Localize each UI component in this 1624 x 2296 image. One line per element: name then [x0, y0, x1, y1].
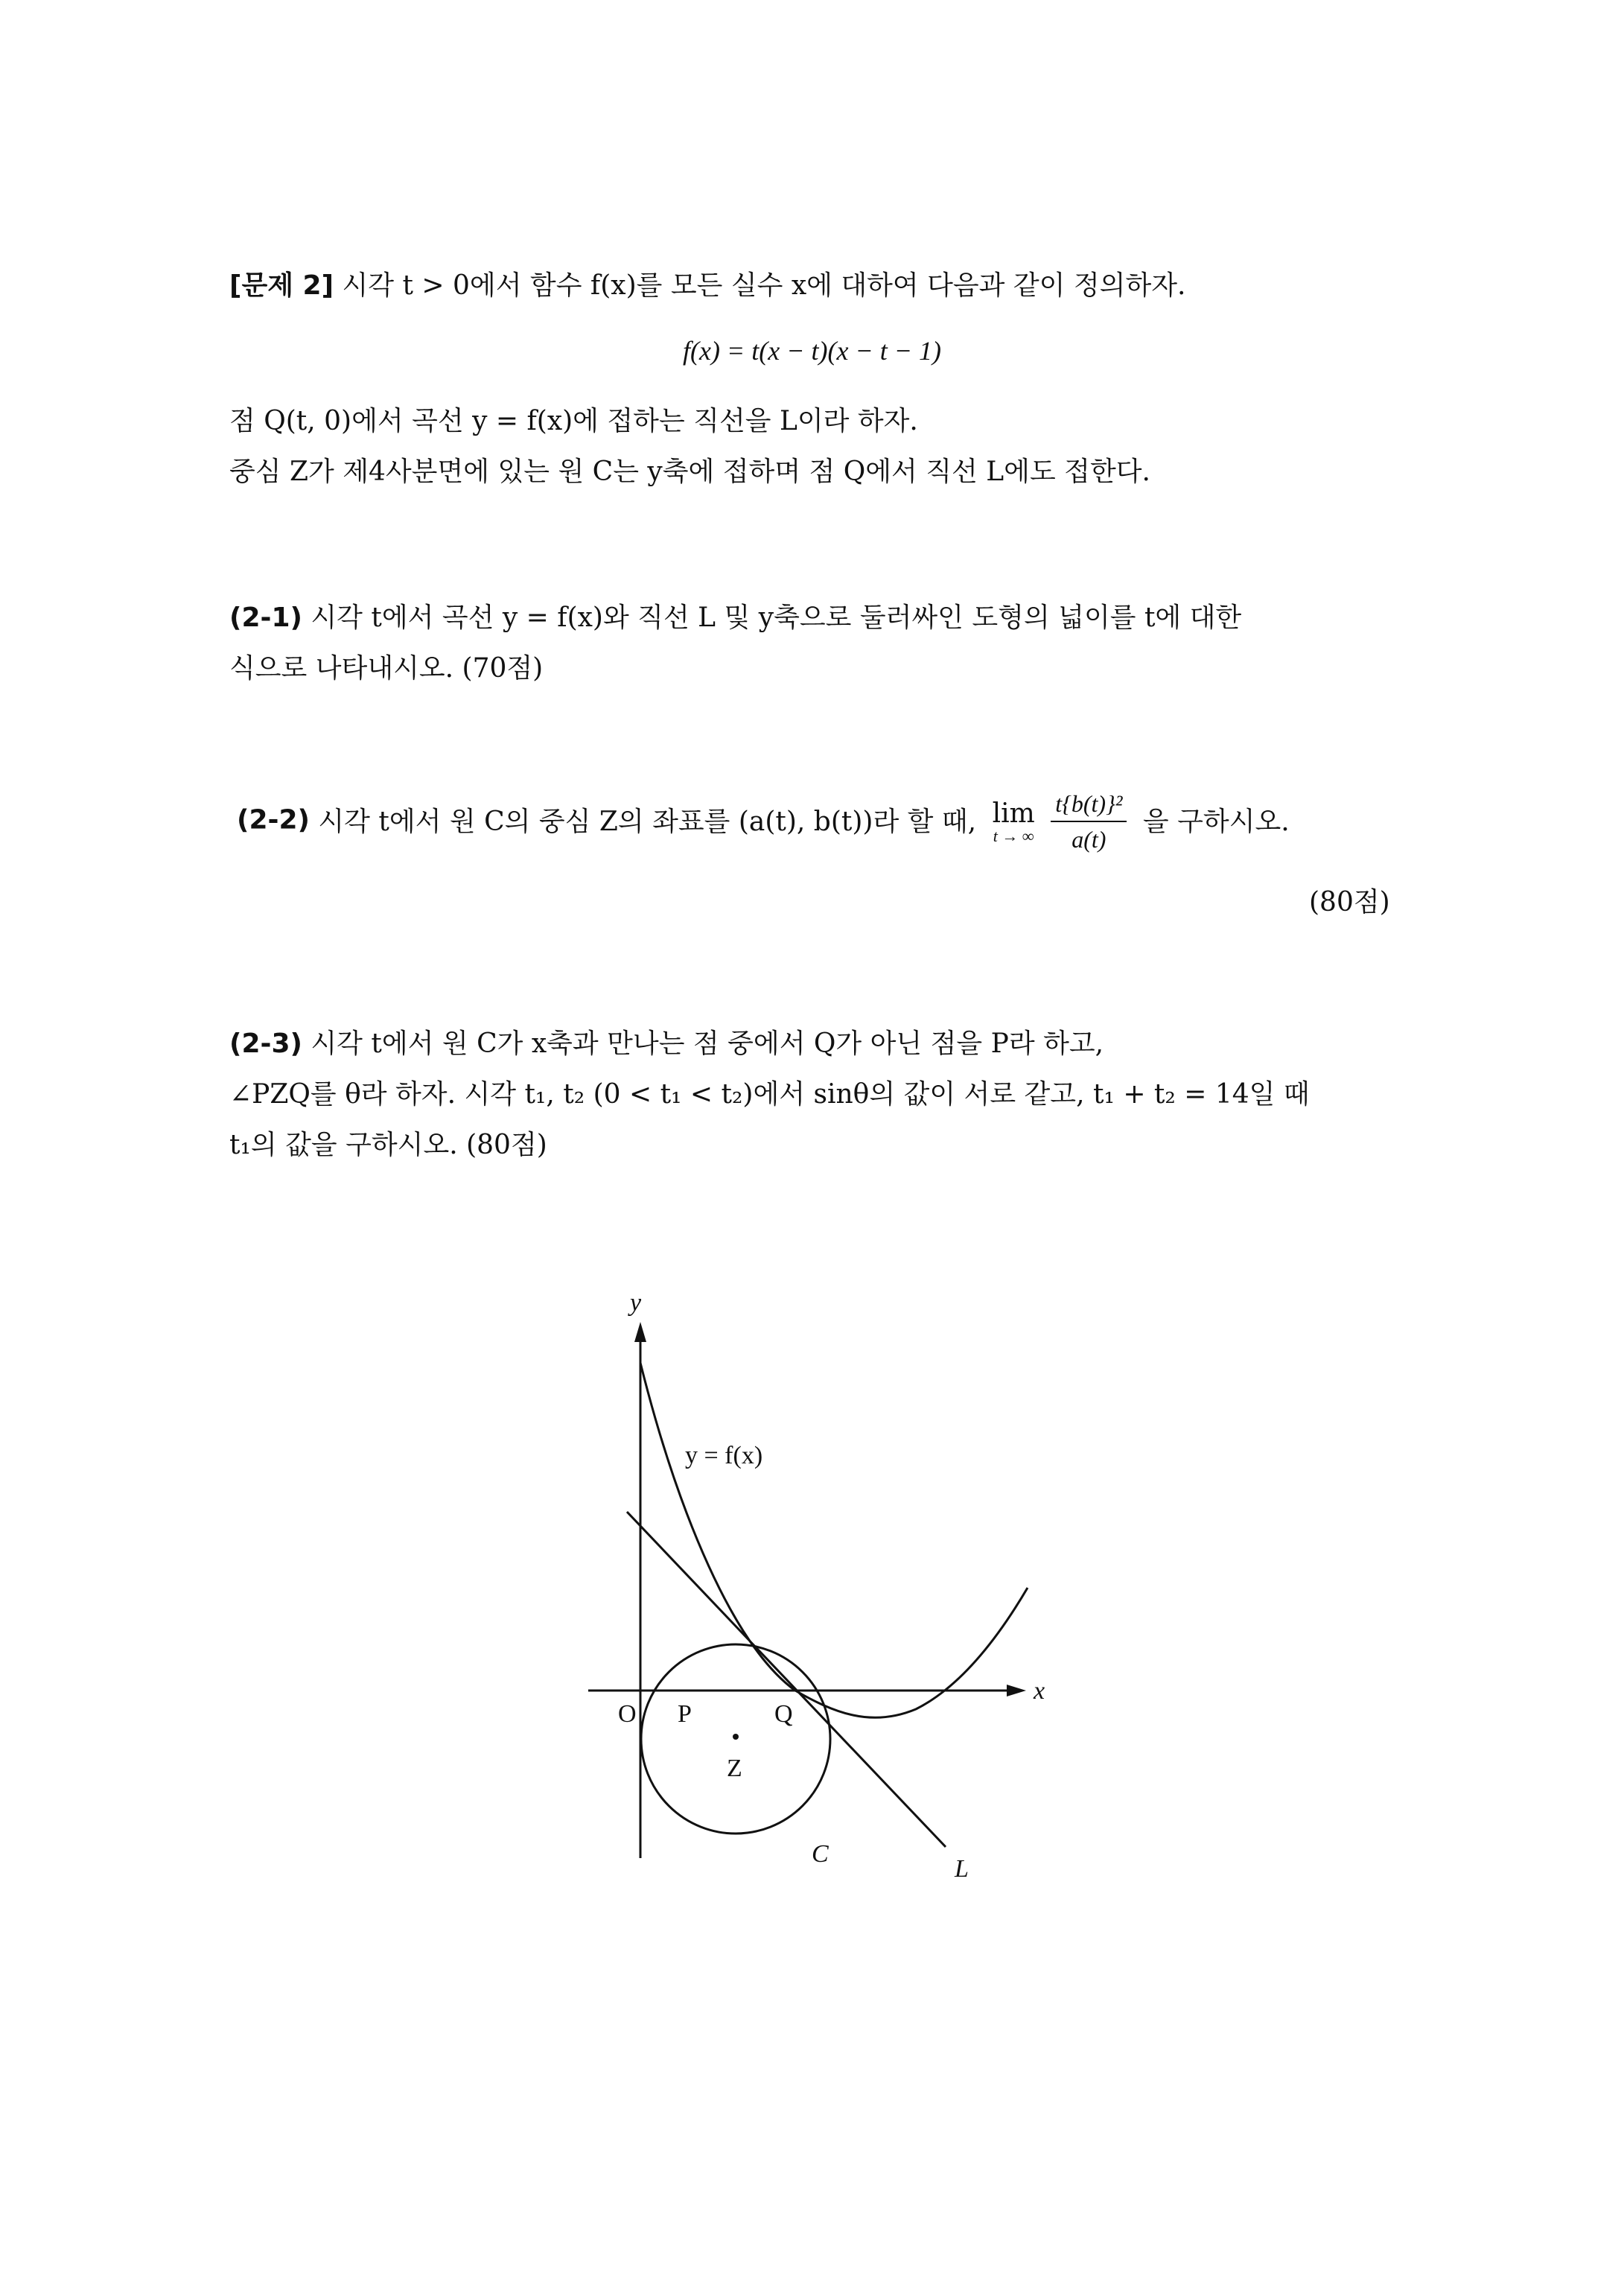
q3-line1 — [229, 1028, 1104, 1060]
point-q-label: Q — [774, 1700, 793, 1728]
center-z-label: Z — [727, 1755, 742, 1782]
origin-label: O — [618, 1700, 637, 1728]
q3-text: 시각 t에서 원 C가 x축과 만나는 점 중에서 Q가 아닌 점을 P라 하고, — [311, 1028, 1104, 1059]
q2-lim-sub: t → ∞ — [993, 826, 1034, 845]
q1-line2: 식으로 나타내시오. (70점) — [229, 653, 544, 684]
problem-header: [문제 2] — [229, 270, 334, 301]
curve-label: y = f(x) — [685, 1442, 763, 1469]
q1-text: 시각 t에서 곡선 y = f(x)와 직선 L 및 y축으로 둘러싸인 도형의 넓이를 t에 대한 — [311, 602, 1242, 633]
q2-label: (2-2) — [237, 804, 310, 836]
q2-lim: lim — [992, 798, 1035, 829]
point-p-label: P — [678, 1700, 692, 1728]
q2-numerator: t{b(t)}² — [1051, 789, 1127, 822]
circle-definition: 중심 Z가 제4사분면에 있는 원 C는 y축에 접하며 점 Q에서 직선 L에도 접한다. — [229, 457, 1150, 487]
center-z-dot — [733, 1734, 739, 1740]
q2-line — [237, 789, 1290, 854]
q3-label: (2-3) — [229, 1028, 302, 1059]
problem-line1 — [229, 270, 1185, 302]
problem-figure — [573, 1281, 1065, 1877]
curve-f — [640, 1363, 1028, 1717]
x-axis-arrow-icon — [1007, 1685, 1026, 1696]
q2-fraction — [1051, 789, 1127, 854]
circle-C-label: C — [812, 1840, 829, 1868]
function-definition — [0, 335, 1624, 367]
tangent-definition: 점 Q(t, 0)에서 곡선 y = f(x)에 접하는 직선을 L이라 하자. — [229, 406, 918, 436]
q2-limit — [993, 798, 1035, 847]
q3-line2: ∠PZQ를 θ라 하자. 시각 t₁, t₂ (0 < t₁ < t₂)에서 sinθ의 값이 서로 같고, t₁ + t₂ = 14일 때 — [229, 1079, 1310, 1110]
q1-label: (2-1) — [229, 602, 302, 633]
q2-text: 시각 t에서 원 C의 중심 Z의 좌표를 (a(t), b(t))라 할 때, — [318, 806, 977, 837]
y-axis-arrow-icon — [634, 1322, 646, 1342]
problem-intro: 시각 t > 0에서 함수 f(x)를 모든 실수 x에 대하여 다음과 같이 정의하자. — [342, 270, 1186, 301]
function-formula: f(x) = t(x − t)(x − t − 1) — [682, 336, 942, 366]
q2-denominator: a(t) — [1071, 826, 1106, 853]
q1-line1 — [229, 602, 1241, 634]
q2-points: (80점) — [1309, 887, 1390, 918]
y-axis-label: y — [630, 1289, 642, 1317]
tangent-line-L — [627, 1512, 946, 1847]
x-axis-label: x — [1034, 1677, 1045, 1705]
q2-tail: 을 구하시오. — [1142, 806, 1290, 837]
q3-line3: t₁의 값을 구하시오. (80점) — [229, 1130, 547, 1160]
line-L-label: L — [955, 1855, 969, 1877]
